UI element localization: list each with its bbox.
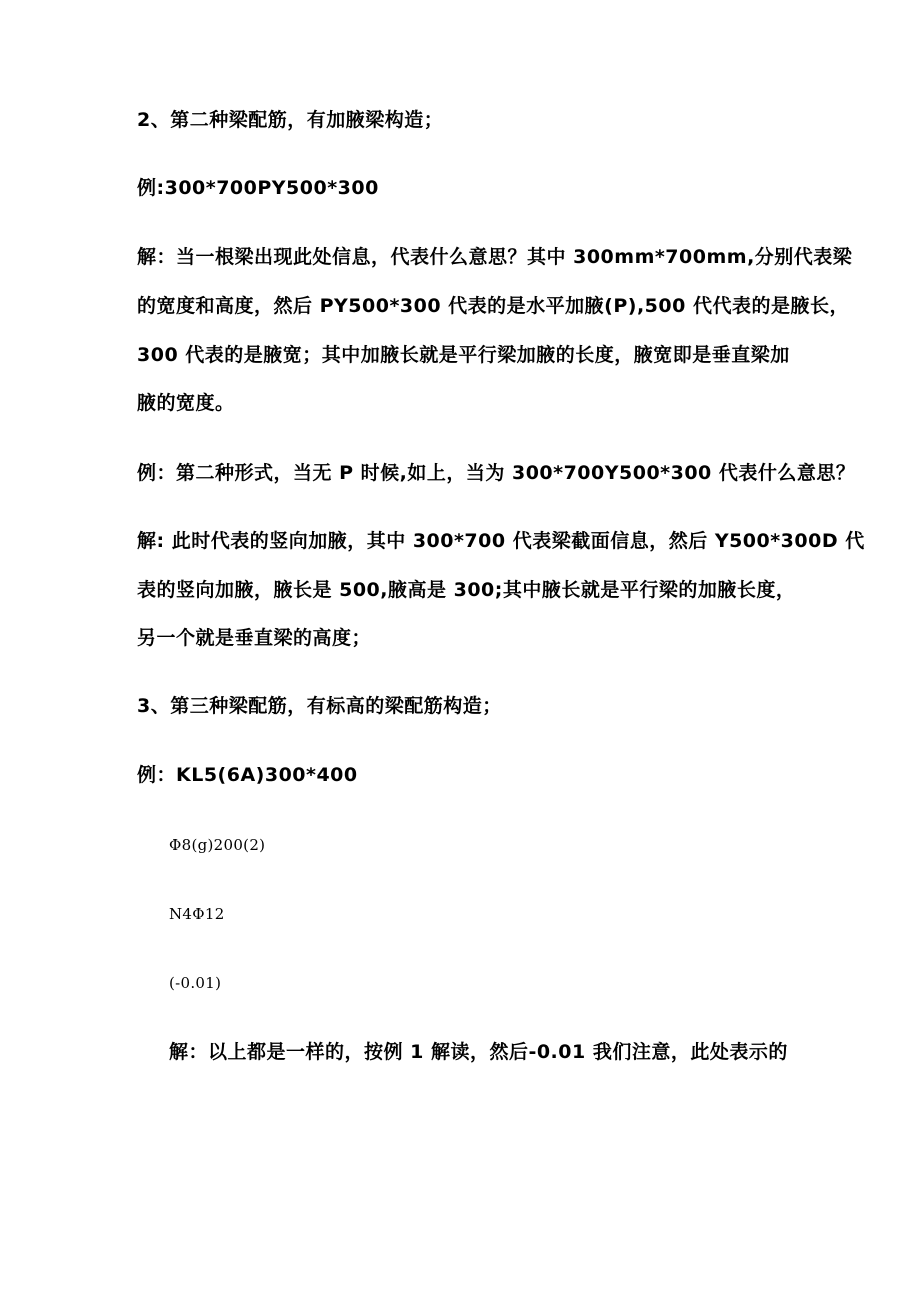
section-heading-2: 2、第二种梁配筋，有加腋梁构造；	[137, 109, 444, 131]
formula-line: (-0.01)	[169, 974, 222, 992]
paragraph-line: 解：当一根梁出现此处信息，代表什么意思？其中 300mm*700mm,分别代表梁	[137, 246, 853, 268]
section-heading-3: 3、第三种梁配筋，有标高的梁配筋构造；	[137, 695, 502, 717]
paragraph-line: 解：以上都是一样的，按例 1 解读，然后-0.01 我们注意，此处表示的	[169, 1041, 788, 1063]
formula-line: N4Φ12	[169, 905, 225, 923]
paragraph-line: 另一个就是垂直梁的高度；	[137, 627, 372, 649]
example-line: 例:300*700PY500*300	[137, 177, 379, 199]
example-line: 例：第二种形式，当无 P 时候,如上，当为 300*700Y500*300 代表什么意思？	[137, 462, 856, 484]
paragraph-line: 表的竖向加腋，腋长是 500,腋高是 300;其中腋长就是平行梁的加腋长度，	[137, 579, 796, 601]
paragraph-line: 解: 此时代表的竖向加腋，其中 300*700 代表梁截面信息，然后 Y500*300D 代	[137, 530, 865, 552]
paragraph-line: 300 代表的是腋宽；其中加腋长就是平行梁加腋的长度，腋宽即是垂直梁加	[137, 344, 790, 366]
paragraph-line: 的宽度和高度，然后 PY500*300 代表的是水平加腋(P),500 代代表的是腋长，	[137, 295, 849, 317]
formula-line: Φ8(g)200(2)	[169, 836, 266, 854]
paragraph-line: 腋的宽度。	[137, 392, 235, 414]
example-line: 例：KL5(6A)300*400	[137, 764, 358, 786]
